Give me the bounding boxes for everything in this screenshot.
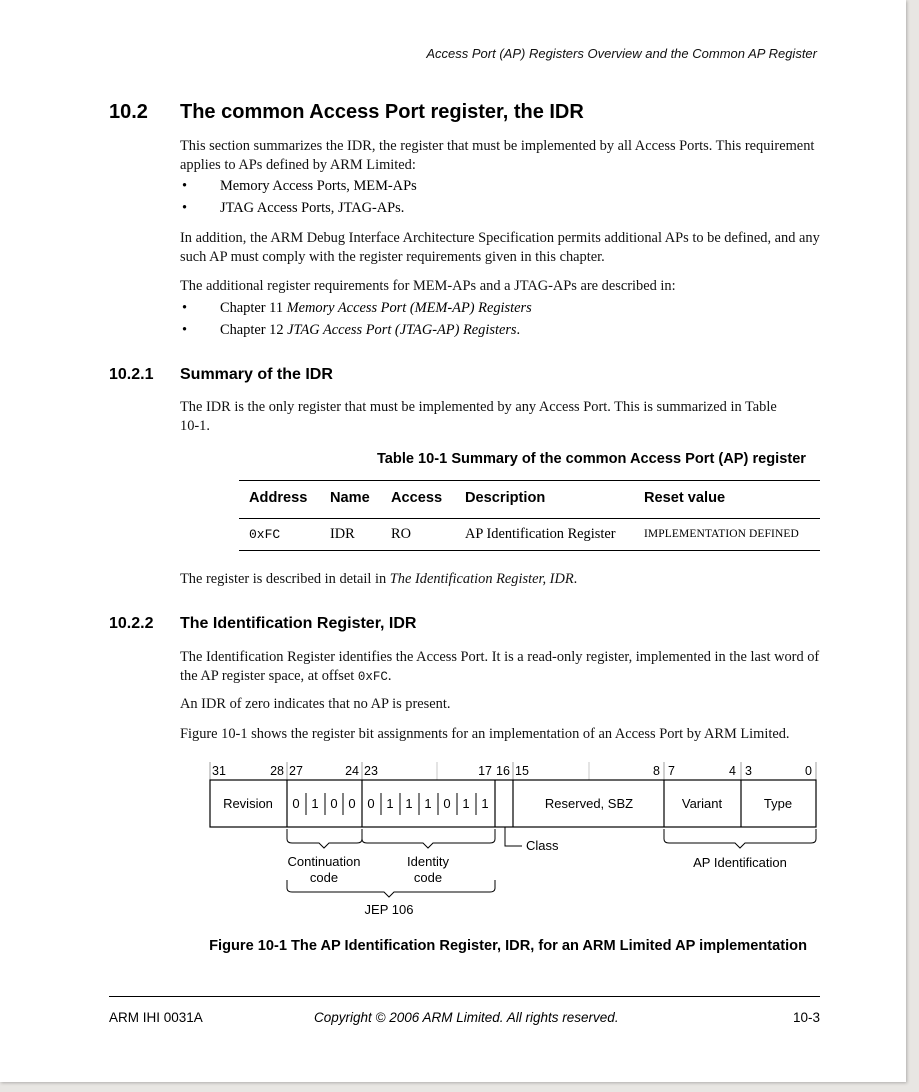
- footer-rule: [109, 996, 820, 997]
- annotation-continuation-code: code: [309, 870, 339, 885]
- bit-value: 1: [386, 796, 394, 811]
- bullet-marker: •: [182, 178, 188, 194]
- bullet-marker: •: [182, 200, 188, 216]
- subsection-number: 10.2.1: [109, 366, 154, 383]
- detail-ref-prefix: The register is described in detail in: [180, 571, 390, 587]
- idr-paragraph-text: The Identification Register identifies the Access Port. It is a read-only register, implemented in the last word of the AP register space, at offset: [180, 649, 820, 684]
- footer-doc-id: ARM IHI 0031A: [109, 1010, 203, 1025]
- idr-paragraph-end: .: [387, 668, 392, 684]
- field-variant: Variant: [681, 796, 723, 811]
- bullet-item: JTAG Access Ports, JTAG-APs.: [220, 200, 405, 216]
- table-cell-description: AP Identification Register: [465, 526, 616, 542]
- bullet-marker: •: [182, 322, 188, 338]
- bit-value: 1: [311, 796, 319, 811]
- annotation-ap-identification: AP Identification: [693, 855, 787, 870]
- subsection-number: 10.2.2: [109, 615, 154, 632]
- bit-label-7: 7: [668, 764, 675, 778]
- table-caption: Table 10-1 Summary of the common Access Port (AP) register: [376, 451, 806, 467]
- table-cell-address: 0xFC: [249, 527, 281, 542]
- bit-label-23: 23: [364, 764, 378, 778]
- running-header: Access Port (AP) Registers Overview and the Common AP Register: [426, 46, 817, 61]
- summary-paragraph: The IDR is the only register that must be implemented by any Access Port. This is summarized in Table 10-1.: [180, 399, 777, 434]
- bit-value: 0: [330, 796, 338, 811]
- idr-offset-code: 0xFC: [357, 670, 388, 684]
- footer-page-number: 10-3: [792, 1010, 820, 1025]
- table-header-name: Name: [330, 490, 370, 506]
- bit-label-31: 31: [212, 764, 226, 778]
- table-header-address: Address: [249, 490, 308, 506]
- bit-label-15: 15: [515, 764, 529, 778]
- table-cell-access: RO: [391, 526, 411, 542]
- annotation-identity: Identity: [407, 854, 449, 869]
- idr-paragraph: An IDR of zero indicates that no AP is present.: [180, 696, 451, 712]
- field-type: Type: [763, 796, 793, 811]
- idr-paragraph: Figure 10-1 shows the register bit assignments for an implementation of an Access Port by ARM Limited.: [180, 726, 790, 742]
- annotation-continuation: Continuation: [287, 854, 361, 869]
- bit-value: 0: [292, 796, 300, 811]
- section-number: 10.2: [109, 101, 148, 123]
- bullet-marker: •: [182, 300, 188, 316]
- bit-label-0: 0: [805, 764, 812, 778]
- bit-label-27: 27: [289, 764, 303, 778]
- bit-value: 1: [405, 796, 413, 811]
- annotation-class: Class: [526, 838, 559, 853]
- table-cell-reset-value: IMPLEMENTATION DEFINED: [644, 528, 799, 540]
- section-intro: This section summarizes the IDR, the register that must be implemented by all Access Ports. This requirement applies to APs defined by ARM Limited:: [180, 138, 815, 173]
- bit-value: 0: [348, 796, 356, 811]
- field-revision: Revision: [223, 796, 273, 811]
- figure-caption: Figure 10-1 The AP Identification Register, IDR, for an ARM Limited AP implementation: [209, 938, 807, 954]
- footer-copyright: Copyright © 2006 ARM Limited. All rights reserved.: [314, 1010, 619, 1025]
- section-title: The common Access Port register, the IDR: [180, 101, 584, 123]
- table-cell-name: IDR: [330, 526, 355, 542]
- bit-value: 0: [443, 796, 451, 811]
- chapter-ref-prefix: Chapter 12: [220, 322, 288, 338]
- bit-label-3: 3: [745, 764, 752, 778]
- subsection-title: The Identification Register, IDR: [180, 615, 417, 632]
- table-header-description: Description: [465, 490, 546, 506]
- annotation-identity-code: code: [413, 870, 443, 885]
- chapter-ref-suffix: .: [516, 322, 521, 338]
- detail-ref-title: The Identification Register, IDR: [389, 571, 574, 587]
- bit-label-8: 8: [653, 764, 660, 778]
- bit-value: 1: [462, 796, 470, 811]
- table-header-access: Access: [391, 490, 443, 506]
- bit-label-17: 17: [478, 764, 492, 778]
- chapter-ref-title: Memory Access Port (MEM-AP) Registers: [286, 300, 532, 316]
- bullet-item: Memory Access Ports, MEM-APs: [220, 178, 417, 194]
- field-reserved: Reserved, SBZ: [544, 796, 634, 811]
- chapter-ref-title: JTAG Access Port (JTAG-AP) Registers: [287, 322, 517, 338]
- detail-ref-suffix: .: [573, 571, 578, 587]
- bit-label-24: 24: [345, 764, 359, 778]
- bit-label-16: 16: [496, 764, 510, 778]
- bit-value: 1: [481, 796, 489, 811]
- annotation-jep106: JEP 106: [364, 902, 414, 917]
- bit-label-4: 4: [729, 764, 736, 778]
- section-paragraph: In addition, the ARM Debug Interface Architecture Specification permits additional APs to be defined, and any such AP must comply with the register requirements given in this chapter.: [180, 230, 820, 265]
- subsection-title: Summary of the IDR: [180, 366, 333, 383]
- bit-label-28: 28: [270, 764, 284, 778]
- bit-value: 0: [367, 796, 375, 811]
- chapter-ref-prefix: Chapter 11: [220, 300, 287, 316]
- bit-value: 1: [424, 796, 432, 811]
- table-header-reset-value: Reset value: [644, 490, 726, 506]
- section-paragraph: The additional register requirements for MEM-APs and a JTAG-APs are described in:: [180, 278, 676, 294]
